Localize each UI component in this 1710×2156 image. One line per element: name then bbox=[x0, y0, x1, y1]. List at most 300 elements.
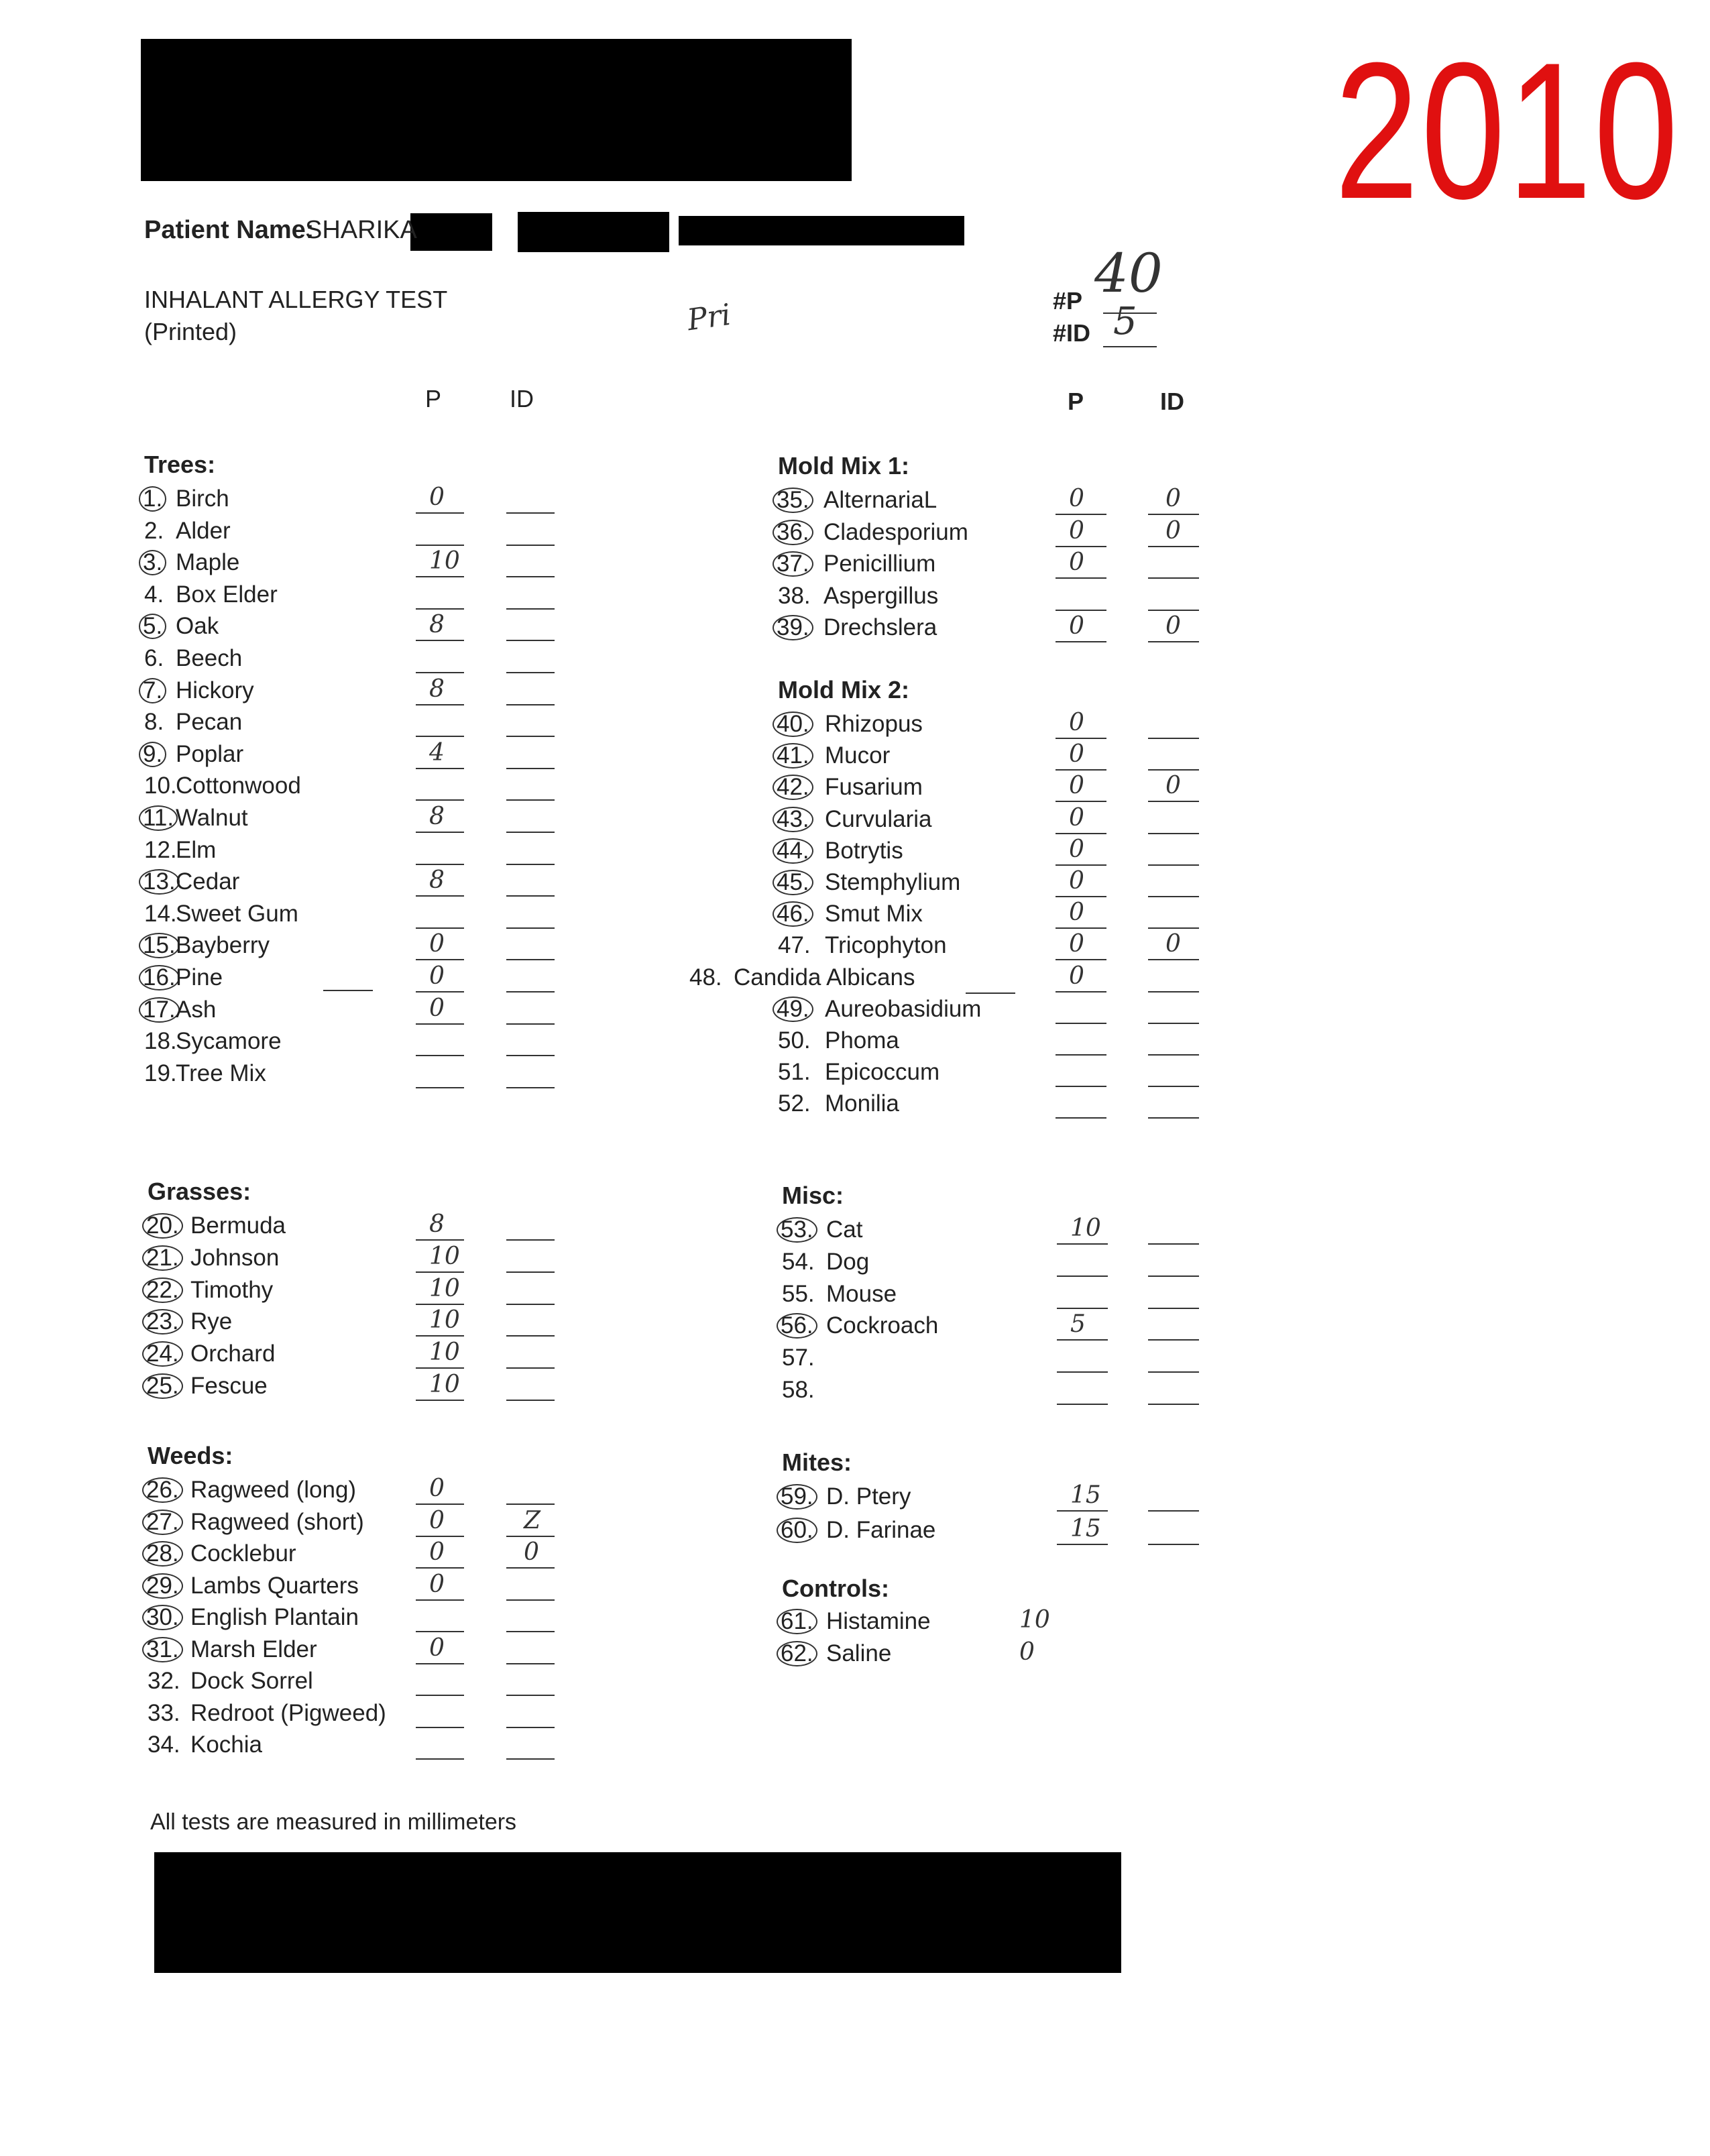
p-result-line bbox=[416, 704, 464, 705]
item-number bbox=[778, 1058, 811, 1087]
item-number bbox=[144, 644, 164, 673]
allergen-name: Curvularia bbox=[825, 805, 932, 832]
section-title-weeds: Weeds: bbox=[148, 1442, 233, 1469]
allergen-name: Cocklebur bbox=[190, 1540, 296, 1567]
p-result-value: 10 bbox=[1070, 1214, 1101, 1242]
p-result-value: 15 bbox=[1070, 1515, 1101, 1542]
item-number bbox=[778, 1089, 811, 1119]
id-result-line bbox=[506, 608, 555, 610]
item-number-text: 34. bbox=[148, 1732, 180, 1758]
p-result-line bbox=[416, 576, 464, 577]
allergen-name: Rhizopus bbox=[825, 711, 923, 737]
circled-item-number: 9. bbox=[139, 742, 166, 767]
id-result-line bbox=[506, 1727, 555, 1728]
circled-item-number: 20. bbox=[142, 1213, 183, 1239]
col-header-id-right: ID bbox=[1160, 388, 1184, 415]
id-result-line bbox=[506, 1087, 555, 1088]
circled-item-number: 39. bbox=[773, 615, 813, 640]
id-result-value: 0 bbox=[1165, 516, 1181, 545]
item-number bbox=[144, 548, 166, 577]
section-title-grasses: Grasses: bbox=[148, 1178, 251, 1205]
form-title: INHALANT ALLERGY TEST bbox=[144, 286, 448, 313]
id-result-line bbox=[506, 704, 555, 705]
item-number-text: 47. bbox=[778, 932, 811, 959]
item-number bbox=[778, 868, 813, 897]
circled-item-number: 11. bbox=[139, 805, 178, 831]
item-number bbox=[778, 805, 813, 834]
circled-item-number: 35. bbox=[773, 488, 813, 513]
circled-item-number: 42. bbox=[773, 775, 813, 800]
allergen-name: Fusarium bbox=[825, 774, 923, 801]
item-number bbox=[778, 1026, 811, 1056]
id-result-line bbox=[1148, 1404, 1199, 1405]
p-result-value: 0 bbox=[429, 962, 445, 990]
id-result-line bbox=[1148, 1339, 1199, 1341]
allergen-name: Mouse bbox=[826, 1280, 897, 1307]
id-result-line bbox=[506, 736, 555, 737]
allergen-name: Marsh Elder bbox=[190, 1636, 317, 1662]
allergen-name: Histamine bbox=[826, 1608, 931, 1634]
item-number bbox=[782, 1607, 817, 1636]
allergen-name: Epicoccum bbox=[825, 1059, 940, 1086]
total-id-underline bbox=[1103, 346, 1157, 347]
p-result-line bbox=[1056, 959, 1106, 960]
p-result-value: 8 bbox=[429, 611, 445, 639]
item-number bbox=[782, 1280, 815, 1309]
p-result-line bbox=[416, 1087, 464, 1088]
p-result-line bbox=[416, 608, 464, 610]
id-result-line bbox=[1148, 991, 1199, 992]
circled-item-number: 61. bbox=[777, 1609, 817, 1634]
id-result-line bbox=[506, 1567, 555, 1569]
allergen-name: Hickory bbox=[176, 677, 254, 703]
allergen-name: Monilia bbox=[825, 1090, 899, 1117]
p-result-line bbox=[1056, 864, 1106, 866]
item-number-text: 4. bbox=[144, 581, 164, 608]
p-result-line bbox=[416, 545, 464, 546]
circled-item-number: 60. bbox=[777, 1518, 817, 1543]
id-result-line bbox=[1148, 1510, 1199, 1512]
total-p-underline bbox=[1103, 313, 1157, 314]
p-result-line bbox=[416, 1536, 464, 1537]
id-result-line bbox=[506, 991, 555, 992]
col-header-p-left: P bbox=[425, 385, 442, 412]
item-number-text: 2. bbox=[144, 517, 164, 544]
id-result-line bbox=[506, 1023, 555, 1025]
circled-item-number: 17. bbox=[139, 997, 180, 1023]
p-result-line bbox=[416, 1758, 464, 1760]
allergen-name: Dog bbox=[826, 1248, 870, 1275]
id-result-line bbox=[506, 1758, 555, 1760]
p-result-line bbox=[416, 1599, 464, 1601]
handwritten-note: Pri bbox=[685, 297, 733, 338]
p-result-line bbox=[1057, 1243, 1108, 1245]
total-id-label: #ID bbox=[1053, 319, 1091, 347]
p-result-line bbox=[416, 1727, 464, 1728]
p-result-line bbox=[416, 768, 464, 769]
p-result-value: 8 bbox=[429, 1210, 445, 1238]
id-result-line bbox=[1148, 610, 1199, 611]
id-result-line bbox=[1148, 1054, 1199, 1056]
p-result-value: 10 bbox=[429, 547, 460, 575]
item-number bbox=[144, 995, 180, 1025]
item-number-text: 52. bbox=[778, 1090, 811, 1117]
section-title-mold1: Mold Mix 1: bbox=[778, 452, 909, 479]
total-p-label: #P bbox=[1053, 287, 1083, 315]
item-number-text: 32. bbox=[148, 1668, 180, 1694]
p-result-line bbox=[416, 512, 464, 514]
id-result-value: 0 bbox=[1165, 930, 1181, 958]
allergen-name: Sweet Gum bbox=[176, 900, 298, 927]
p-result-value: 0 bbox=[429, 1506, 445, 1534]
allergen-name: Cottonwood bbox=[176, 773, 301, 799]
allergen-name: Elm bbox=[176, 836, 217, 863]
p-result-line bbox=[416, 1503, 464, 1505]
id-result-line bbox=[506, 545, 555, 546]
circled-item-number: 49. bbox=[773, 997, 813, 1022]
p-result-line bbox=[416, 1400, 464, 1401]
id-result-line bbox=[506, 1239, 555, 1241]
circled-item-number: 44. bbox=[773, 838, 813, 864]
circled-item-number: 30. bbox=[142, 1605, 183, 1630]
item-number bbox=[144, 899, 177, 929]
p-result-line bbox=[416, 1023, 464, 1025]
allergen-name: Dock Sorrel bbox=[190, 1668, 313, 1694]
circled-item-number: 45. bbox=[773, 870, 813, 895]
id-result-line bbox=[506, 1055, 555, 1056]
item-number bbox=[148, 1475, 183, 1505]
id-result-line bbox=[506, 1663, 555, 1664]
pine-extra-line bbox=[323, 990, 373, 991]
redaction-footer bbox=[154, 1852, 1121, 1973]
circled-item-number: 43. bbox=[773, 807, 813, 832]
redaction-name-2 bbox=[518, 212, 669, 252]
p-result-line bbox=[1056, 833, 1106, 834]
item-number bbox=[782, 1215, 817, 1245]
allergen-name: Ragweed (short) bbox=[190, 1508, 364, 1535]
allergen-name: English Plantain bbox=[190, 1604, 359, 1630]
item-number bbox=[148, 1211, 183, 1241]
id-result-line bbox=[506, 799, 555, 801]
p-result-line bbox=[416, 959, 464, 960]
id-result-line bbox=[506, 959, 555, 960]
section-title-misc: Misc: bbox=[782, 1182, 844, 1209]
p-result-line bbox=[416, 1335, 464, 1337]
allergen-name: D. Ptery bbox=[826, 1483, 911, 1510]
id-result-line bbox=[506, 832, 555, 833]
item-number-text: 50. bbox=[778, 1027, 811, 1054]
allergen-name: Drechslera bbox=[823, 614, 937, 640]
allergen-name: Aspergillus bbox=[823, 582, 939, 609]
allergen-name: Maple bbox=[176, 549, 240, 576]
item-number bbox=[144, 676, 166, 705]
allergen-name: Cladesporium bbox=[823, 518, 968, 545]
id-result-line bbox=[1148, 896, 1199, 897]
id-result-value: Z bbox=[524, 1506, 541, 1534]
p-result-value: 0 bbox=[1069, 485, 1084, 512]
allergen-name: Walnut bbox=[176, 805, 248, 831]
item-number-text: 48. bbox=[689, 964, 722, 990]
total-p-value: 40 bbox=[1094, 242, 1163, 304]
id-result-line bbox=[506, 1695, 555, 1696]
p-result-value: 0 bbox=[429, 484, 445, 511]
item-number bbox=[778, 486, 813, 515]
p-result-line bbox=[1057, 1308, 1108, 1309]
item-number-text: 33. bbox=[148, 1699, 180, 1726]
allergen-name: Box Elder bbox=[176, 581, 278, 608]
item-number bbox=[144, 771, 177, 801]
p-result-line bbox=[1057, 1510, 1108, 1512]
p-result-line bbox=[416, 832, 464, 833]
id-result-value: 0 bbox=[524, 1538, 539, 1566]
p-result-line bbox=[416, 1663, 464, 1664]
circled-item-number: 7. bbox=[139, 678, 166, 703]
id-result-line bbox=[506, 1599, 555, 1601]
allergen-name: Poplar bbox=[176, 740, 244, 767]
circled-item-number: 53. bbox=[777, 1217, 817, 1243]
item-number-text: 6. bbox=[144, 645, 164, 671]
p-result-line bbox=[1056, 801, 1106, 802]
footer-note: All tests are measured in millimeters bbox=[150, 1809, 517, 1835]
p-result-line bbox=[416, 1567, 464, 1569]
item-number-text: 58. bbox=[782, 1377, 815, 1403]
p-result-value: 0 bbox=[1069, 549, 1084, 576]
allergen-name: Sycamore bbox=[176, 1028, 282, 1055]
item-number-text: 38. bbox=[778, 582, 811, 609]
id-result-line bbox=[506, 1400, 555, 1401]
item-number-text: 19. bbox=[144, 1060, 177, 1086]
item-number bbox=[144, 740, 166, 769]
id-result-line bbox=[506, 576, 555, 577]
item-number bbox=[144, 612, 166, 641]
p-result-value: 0 bbox=[1069, 867, 1084, 895]
p-result-line bbox=[1056, 514, 1106, 515]
p-result-line bbox=[1057, 1544, 1108, 1545]
p-result-value: 0 bbox=[429, 1570, 445, 1598]
circled-item-number: 13. bbox=[139, 869, 180, 895]
id-result-line bbox=[1148, 738, 1199, 739]
allergen-name: Saline bbox=[826, 1640, 892, 1666]
circled-item-number: 62. bbox=[777, 1641, 817, 1666]
p-result-line bbox=[1057, 1339, 1108, 1341]
item-number bbox=[148, 1371, 183, 1401]
circled-item-number: 28. bbox=[142, 1541, 183, 1567]
item-number bbox=[782, 1482, 817, 1512]
id-result-value: 0 bbox=[1165, 772, 1181, 800]
p-result-value: 0 bbox=[1069, 899, 1084, 927]
circled-item-number: 46. bbox=[773, 901, 813, 927]
item-number bbox=[778, 710, 813, 739]
patient-name-value: SHARIKA bbox=[305, 216, 417, 244]
p-result-line bbox=[416, 1304, 464, 1305]
item-number bbox=[148, 1635, 183, 1664]
allergen-name: Kochia bbox=[190, 1732, 263, 1758]
item-number bbox=[778, 741, 813, 771]
id-result-line bbox=[506, 1335, 555, 1337]
id-result-line bbox=[1148, 1275, 1199, 1277]
p-result-line bbox=[416, 991, 464, 992]
id-result-line bbox=[1148, 864, 1199, 866]
p-result-line bbox=[1057, 1371, 1108, 1373]
id-result-line bbox=[506, 1536, 555, 1537]
id-result-line bbox=[506, 864, 555, 865]
item-number-text: 14. bbox=[144, 900, 177, 927]
id-result-line bbox=[506, 512, 555, 514]
p-result-value: 8 bbox=[429, 803, 445, 830]
allergen-name: D. Farinae bbox=[826, 1517, 936, 1543]
item-number bbox=[144, 931, 180, 960]
p-result-line bbox=[416, 1631, 464, 1632]
p-result-line bbox=[416, 1271, 464, 1273]
p-result-line bbox=[1056, 738, 1106, 739]
item-number bbox=[148, 1603, 183, 1632]
id-result-line bbox=[506, 1631, 555, 1632]
allergen-name: Timothy bbox=[190, 1276, 274, 1303]
allergen-name: Pine bbox=[176, 964, 223, 990]
item-number bbox=[782, 1343, 815, 1373]
id-result-line bbox=[1148, 577, 1199, 579]
item-number bbox=[148, 1730, 180, 1760]
item-number bbox=[689, 963, 722, 992]
p-result-value: 8 bbox=[429, 675, 445, 703]
p-result-line bbox=[1056, 1117, 1106, 1119]
circled-item-number: 29. bbox=[142, 1573, 183, 1599]
id-result-line bbox=[1148, 1371, 1199, 1373]
p-result-value: 8 bbox=[429, 866, 445, 895]
p-result-value: 0 bbox=[1069, 803, 1084, 832]
allergen-name: Pecan bbox=[176, 709, 243, 736]
item-number bbox=[148, 1339, 183, 1369]
item-number bbox=[778, 613, 813, 642]
item-number bbox=[144, 516, 164, 546]
circled-item-number: 59. bbox=[777, 1484, 817, 1510]
id-result-line bbox=[1148, 1544, 1199, 1545]
p-result-value: 10 bbox=[429, 1339, 460, 1367]
allergen-name: Cat bbox=[826, 1216, 863, 1243]
p-result-value: 0 bbox=[1019, 1638, 1035, 1666]
allergen-name: Candida Albicans bbox=[734, 964, 915, 990]
col-header-p-right: P bbox=[1068, 388, 1084, 415]
redaction-header bbox=[141, 39, 852, 181]
p-result-line bbox=[1056, 1023, 1106, 1024]
allergen-name: Stemphylium bbox=[825, 869, 961, 895]
allergen-name: Oak bbox=[176, 613, 219, 640]
circled-item-number: 31. bbox=[142, 1637, 183, 1662]
id-result-line bbox=[506, 1503, 555, 1505]
allergen-name: Birch bbox=[176, 486, 229, 512]
allergen-name: Ragweed (long) bbox=[190, 1477, 357, 1503]
p-result-line bbox=[1056, 546, 1106, 547]
item-number bbox=[148, 1539, 183, 1569]
p-result-value: 5 bbox=[1070, 1310, 1086, 1339]
p-result-value: 0 bbox=[1069, 962, 1084, 990]
col-header-id-left: ID bbox=[510, 385, 534, 412]
redaction-name-1 bbox=[410, 213, 492, 251]
item-number bbox=[144, 484, 166, 514]
p-result-line bbox=[1056, 896, 1106, 897]
p-result-value: 0 bbox=[429, 1538, 445, 1566]
item-number bbox=[148, 1571, 183, 1601]
allergen-name: Tricophyton bbox=[825, 932, 947, 959]
item-number bbox=[778, 995, 813, 1024]
p-result-line bbox=[1057, 1275, 1108, 1277]
p-result-value: 15 bbox=[1070, 1481, 1101, 1509]
patient-name-label: Patient Name: bbox=[144, 216, 315, 244]
p-result-value: 0 bbox=[1069, 740, 1084, 769]
p-result-value: 0 bbox=[1069, 930, 1084, 958]
section-title-mold2: Mold Mix 2: bbox=[778, 676, 909, 703]
id-result-line bbox=[506, 768, 555, 769]
item-number bbox=[782, 1516, 817, 1545]
p-result-line bbox=[416, 1695, 464, 1696]
p-result-value: 0 bbox=[1069, 835, 1084, 863]
item-number bbox=[144, 963, 180, 992]
item-number-text: 55. bbox=[782, 1280, 815, 1307]
p-result-line bbox=[416, 672, 464, 673]
id-result-value: 0 bbox=[1165, 612, 1181, 640]
id-result-line bbox=[506, 927, 555, 929]
section-title-trees: Trees: bbox=[144, 451, 216, 478]
id-result-line bbox=[1148, 927, 1199, 929]
allergen-name: Rye bbox=[190, 1308, 233, 1335]
p-result-value: 10 bbox=[429, 1371, 460, 1398]
p-result-value: 4 bbox=[429, 738, 445, 767]
item-number bbox=[144, 803, 178, 833]
p-result-line bbox=[416, 927, 464, 929]
allergen-name: Beech bbox=[176, 645, 243, 671]
item-number bbox=[782, 1311, 817, 1341]
id-result-line bbox=[1148, 801, 1199, 802]
circled-item-number: 40. bbox=[773, 712, 813, 737]
item-number bbox=[148, 1275, 183, 1305]
item-number-text: 10. bbox=[144, 773, 177, 799]
id-result-line bbox=[1148, 1308, 1199, 1309]
item-number bbox=[148, 1243, 183, 1273]
item-number-text: 51. bbox=[778, 1059, 811, 1086]
allergen-name: Aureobasidium bbox=[825, 995, 982, 1022]
allergen-name: Smut Mix bbox=[825, 901, 923, 927]
form-subtitle: (Printed) bbox=[144, 318, 237, 345]
allergen-name: Redroot (Pigweed) bbox=[190, 1699, 386, 1726]
circled-item-number: 56. bbox=[777, 1313, 817, 1339]
p-result-value: 0 bbox=[1069, 709, 1084, 736]
p-result-value: 0 bbox=[1069, 612, 1084, 640]
circled-item-number: 24. bbox=[142, 1341, 183, 1367]
allergen-name: Johnson bbox=[190, 1244, 280, 1271]
p-result-line bbox=[416, 736, 464, 737]
p-result-line bbox=[416, 1239, 464, 1241]
id-result-line bbox=[506, 640, 555, 641]
p-result-line bbox=[1057, 1404, 1108, 1405]
circled-item-number: 22. bbox=[142, 1278, 183, 1303]
allergen-name: Cedar bbox=[176, 868, 240, 895]
p-result-value: 0 bbox=[429, 1475, 445, 1502]
candida-extra-line bbox=[966, 992, 1015, 994]
redaction-name-3 bbox=[679, 216, 964, 245]
allergen-name: Bayberry bbox=[176, 932, 270, 959]
item-number bbox=[144, 1027, 177, 1056]
id-result-line bbox=[506, 895, 555, 897]
circled-item-number: 23. bbox=[142, 1309, 183, 1335]
item-number bbox=[778, 931, 811, 960]
circled-item-number: 5. bbox=[139, 614, 166, 639]
circled-item-number: 3. bbox=[139, 550, 166, 575]
item-number bbox=[144, 1059, 177, 1088]
p-result-line bbox=[416, 864, 464, 865]
id-result-line bbox=[1148, 641, 1199, 642]
item-number bbox=[778, 581, 811, 611]
item-number-text: 8. bbox=[144, 709, 164, 736]
